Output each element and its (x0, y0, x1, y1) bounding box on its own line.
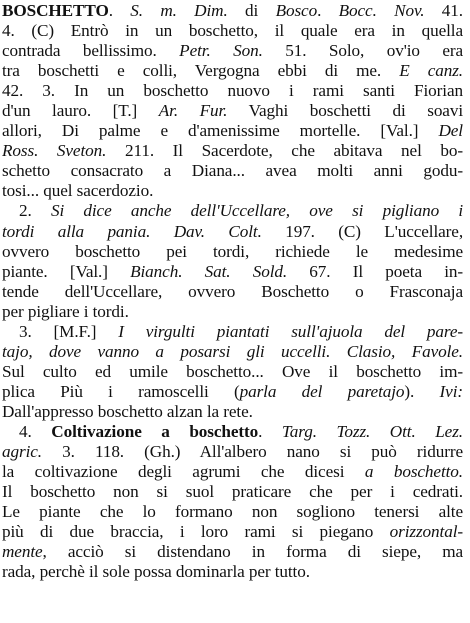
text-segment: plica Più i ramoscelli ( (2, 381, 240, 401)
italic-text: S. m. Dim. (130, 1, 228, 20)
text-line (2, 382, 463, 402)
italic-text: orizzontal- (389, 522, 463, 542)
text-line (2, 222, 463, 242)
text-line (2, 302, 463, 322)
text-line (2, 422, 463, 442)
text-line (2, 322, 463, 342)
text-line (2, 1, 463, 21)
text-segment: d'un lauro. [T.] (2, 101, 159, 121)
text-line (2, 161, 463, 181)
text-segment: . (317, 1, 339, 20)
text-line (2, 522, 463, 542)
text-segment: la coltivazione degli agrumi che dicesi (2, 462, 365, 482)
text-line (2, 502, 463, 522)
text-line (2, 562, 463, 582)
bold-text: Coltivazione a boschetto (51, 421, 259, 441)
text-segment: 51. Solo, ov'io era (262, 41, 463, 61)
italic-text: agric. (2, 442, 42, 462)
text-segment: 4. (19, 421, 52, 441)
italic-text: Targ. Tozz. Ott. Lez. (281, 421, 463, 441)
italic-text: tordi alla pania. (2, 221, 151, 241)
text-line (2, 41, 463, 61)
text-segment: , acciò si distendano in forma di siepe, ma (42, 542, 463, 562)
text-segment: più di due braccia, i loro rami si piegano (2, 522, 390, 542)
text-segment: Il boschetto non si suol praticare che per i cedrati. (2, 482, 463, 502)
text-segment: 197. (C) L'uccellare, (261, 221, 463, 241)
text-segment: 67. Il poeta in- (287, 261, 463, 281)
text-segment: 2. (19, 201, 51, 221)
text-segment: tende dell'Uccellare, ovvero Boschetto o Frasconaja (2, 281, 463, 301)
text-line (2, 121, 463, 141)
text-segment: piante. [Val.] (2, 261, 131, 281)
text-segment: Sul culto ed umile boschetto... Ove il boschetto im- (2, 361, 463, 381)
italic-text: Bocc. Nov. (338, 1, 425, 20)
text-line (2, 181, 463, 201)
text-segment: tosi... quel sacerdozio. (2, 181, 154, 201)
text-segment: allori, Di palme e d'amenissime mortelle. [Val.] (2, 121, 439, 141)
text-segment: Dall'appresso boschetto alzan la rete. (2, 401, 253, 421)
text-line (2, 242, 463, 262)
italic-text: a boschetto. (364, 462, 463, 482)
text-segment: 42. 3. In un boschetto nuovo i rami santi Fiorian (2, 81, 463, 101)
text-segment: schetto consacrato a Diana... avea molti anni godu- (2, 161, 463, 181)
italic-text: Dav. Colt. (173, 221, 262, 241)
italic-text: Ar. Fur. (158, 101, 228, 121)
text-segment: ovvero boschetto pei tordi, richiede le medesime (2, 241, 463, 261)
text-segment: 211. Il Sacerdote, che abitava nel bo- (106, 141, 463, 161)
italic-text: Ivi: (439, 381, 463, 401)
italic-text: mente (2, 542, 43, 562)
italic-text: Bianch. Sat. Sold. (130, 261, 288, 281)
text-line (2, 21, 463, 41)
text-segment: 4. (C) Entrò in un boschetto, il quale era in quella (2, 21, 463, 41)
text-segment: . (258, 421, 282, 441)
text-line (2, 61, 463, 81)
text-line (2, 201, 463, 221)
italic-text: Ross. Sveton. (2, 141, 107, 161)
text-line (2, 282, 463, 302)
text-segment: 3. [M.F.] (19, 321, 119, 341)
italic-text: Petr. Son. (179, 41, 263, 61)
text-segment: 41. (424, 1, 463, 20)
text-segment: 3. 118. (Gh.) All'albero nano si può ridurre (41, 442, 463, 462)
text-segment: rada, perchè il sole possa dominarla per tutto. (2, 562, 310, 582)
italic-text: Clasio, Favole. (346, 341, 463, 361)
text-segment: ). (404, 381, 440, 401)
text-line (2, 402, 463, 422)
text-segment: Le piante che lo formano non sogliono tenersi alte (2, 502, 463, 522)
italic-text: Bosco (275, 1, 318, 20)
text-line (2, 542, 463, 562)
text-line (2, 262, 463, 282)
text-line (2, 442, 463, 462)
bold-text: BOSCHETTO (2, 1, 109, 20)
italic-text: tajo, dove vanno a posarsi gli uccelli. (2, 341, 331, 361)
italic-text: Si dice anche dell'Uccellare, ove si pigliano i (50, 201, 463, 221)
italic-text: Del (438, 121, 463, 141)
text-line (2, 462, 463, 482)
text-segment: tra boschetti e colli, Vergogna ebbi di me. (2, 61, 400, 81)
italic-text: I virgulti piantati sull'ajuola del pare- (118, 321, 463, 341)
text-line (2, 141, 463, 161)
text-segment: di (227, 1, 276, 20)
italic-text: parla del paretajo (239, 381, 405, 401)
text-segment: per pigliare i tordi. (2, 301, 129, 321)
text-segment (150, 222, 173, 241)
text-segment: . (108, 1, 131, 20)
text-line (2, 101, 463, 121)
text-line (2, 482, 463, 502)
text-segment: Vaghi boschetti di soavi (227, 101, 463, 121)
italic-text: E canz. (399, 61, 463, 81)
text-segment: contrada bellissimo. (2, 41, 180, 61)
text-segment (330, 342, 346, 361)
text-line (2, 81, 463, 101)
text-line (2, 342, 463, 362)
text-line (2, 362, 463, 382)
